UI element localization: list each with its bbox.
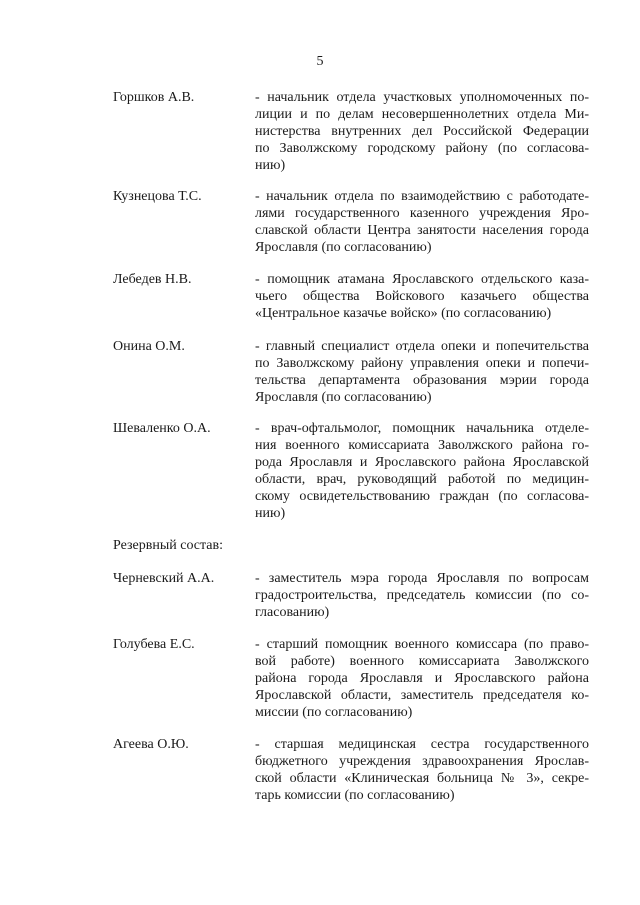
member-name: Лебедев Н.В.	[113, 272, 192, 287]
member-name: Горшков А.В.	[113, 90, 195, 105]
role-line: тарь комиссии (по согласованию)	[255, 788, 455, 803]
role-line: ния военного комиссариата Заволжского района го-	[255, 438, 589, 453]
member-name: Голубева Е.С.	[113, 637, 195, 652]
page-number: 5	[316, 54, 324, 69]
role-line: Ярославля (по согласованию)	[255, 390, 432, 405]
role-line: гласованию)	[255, 605, 330, 620]
role-line: области, врач, руководящий работой по медицин-	[255, 472, 589, 487]
member-role	[255, 420, 589, 522]
role-line: лями государственного казенного учреждения Яро-	[255, 206, 589, 221]
member-name: Онина О.М.	[113, 339, 185, 354]
member-name: Агеева О.Ю.	[113, 737, 189, 752]
member-role	[255, 636, 589, 721]
member-name: Черневский А.А.	[113, 571, 215, 586]
role-line: «Центральное казачье войско» (по согласованию)	[255, 306, 552, 321]
role-line: Ярославской области, заместитель председателя ко-	[255, 688, 589, 703]
role-line: скому освидетельствованию граждан (по согласова-	[255, 489, 589, 504]
reserve-section-header: Резервный состав:	[113, 538, 224, 553]
role-line: тельства департамента образования мэрии города	[255, 373, 589, 388]
role-line: нию)	[255, 506, 286, 521]
role-line: - помощник атамана Ярославского отдельского каза-	[255, 272, 589, 287]
member-name: Кузнецова Т.С.	[113, 189, 202, 204]
role-line: - старший помощник военного комиссара (по право-	[255, 637, 589, 652]
member-role	[255, 89, 589, 174]
role-line: ской области «Клиническая больница № 3», секре-	[255, 771, 589, 786]
role-line: лиции и по делам несовершеннолетних отдела Ми-	[255, 107, 589, 122]
role-line: нию)	[255, 158, 286, 173]
role-line: - начальник отдела по взаимодействию с работодате-	[255, 189, 589, 204]
role-line: миссии (по согласованию)	[255, 705, 413, 720]
role-line: вой работе) военного комиссариата Заволжского	[255, 654, 589, 669]
role-line: славской области Центра занятости населения города	[255, 223, 589, 238]
member-role	[255, 736, 589, 804]
member-name: Шеваленко О.А.	[113, 421, 211, 436]
role-line: по Заволжскому городскому району (по согласова-	[255, 141, 589, 156]
role-line: рода Ярославля и Ярославского района Ярославской	[255, 455, 589, 470]
role-line: - врач-офтальмолог, помощник начальника отделе-	[255, 421, 589, 436]
role-line: - заместитель мэра города Ярославля по вопросам	[255, 571, 589, 586]
member-role	[255, 188, 589, 256]
role-line: - главный специалист отдела опеки и попечительства	[255, 339, 589, 354]
role-line: бюджетного учреждения здравоохранения Ярослав-	[255, 754, 589, 769]
role-line: градостроительства, председатель комиссии (по со-	[255, 588, 589, 603]
role-line: района города Ярославля и Ярославского района	[255, 671, 589, 686]
role-line: - старшая медицинская сестра государственного	[255, 737, 589, 752]
role-line: нистерства внутренних дел Российской Федерации	[255, 124, 589, 139]
role-line: - начальник отдела участковых уполномоченных по-	[255, 90, 589, 105]
role-line: по Заволжскому району управления опеки и попечи-	[255, 356, 589, 371]
role-line: Ярославля (по согласованию)	[255, 240, 432, 255]
member-role	[255, 271, 589, 322]
member-role	[255, 570, 589, 621]
role-line: чьего общества Войскового казачьего общества	[255, 289, 589, 304]
member-role	[255, 338, 589, 406]
